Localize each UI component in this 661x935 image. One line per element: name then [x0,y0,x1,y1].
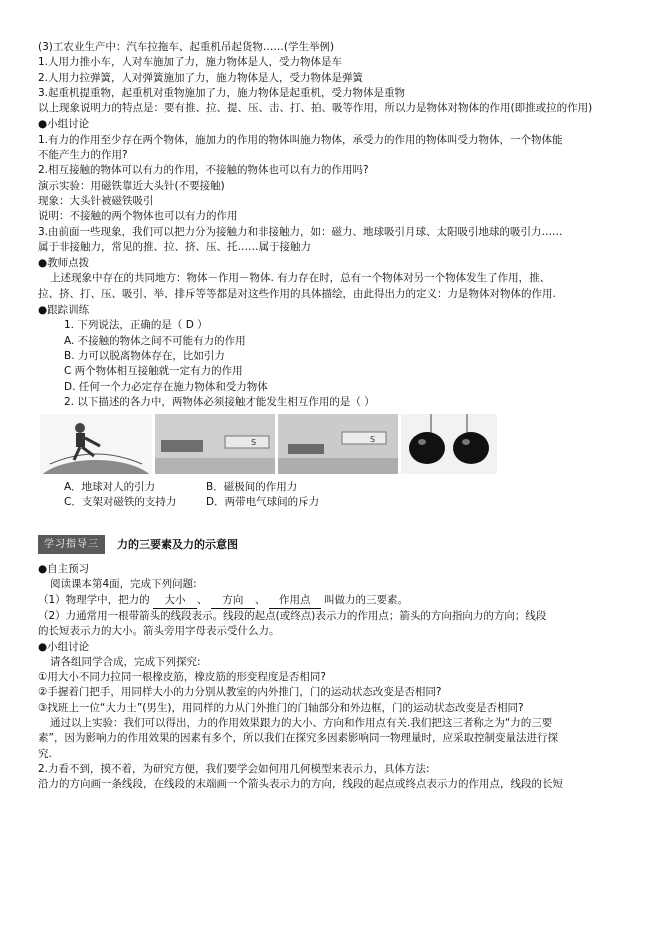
text-line: 不能产生力的作用? [38,149,128,162]
magnet-on-stand-image [278,414,398,474]
option-d: D．两带电气球间的斥力 [206,496,320,509]
question-2: 2. 以下描述的各力中，两物体必须接触才能发生相互作用的是（ ） [64,395,375,408]
option-d: D. 任何一个力必定存在施力物体和受力物体 [64,380,268,393]
text-fragment: （1）物理学中，把力的 [38,593,150,606]
text-line: 2.力看不到，摸不着，为研究方便，我们要学会如何用几何模型来表示力，具体方法: [38,762,430,775]
options-row-2 [38,495,624,510]
text-line: 1.人用力推小车，人对车施加了力，施力物体是人，受力物体是车 [38,56,343,69]
figure-row [40,414,624,474]
text-line: （2）力通常用一根带箭头的线段表示。线段的起点(或终点)表示力的作用点；箭头的方向指向力的方向；线段 [38,609,547,622]
text-line: 阅读课本第4面，完成下列问题: [50,578,197,591]
text-line: 3.由前面一些现象，我们可以把力分为接触力和非接触力，如：磁力、地球吸引月球、太阳吸引地球的吸引力…… [38,225,563,238]
text-line: 属于非接触力，常见的推、拉、挤、压、托……属于接触力 [38,240,311,253]
text-line: 拉、挤、打、压、吸引、举、排斥等等都是对这些作用的具体描绘，由此得出力的定义：力是物体对物体的作用. [38,287,556,300]
text-line: 究. [38,747,52,760]
answer-blank: 作用点 [269,593,321,609]
text-line: 素”，因为影响力的作用效果的因素有多个，所以我们在探究多因素影响同一物理量时，应采取控制变量法进行探 [38,732,558,745]
option-c: C．支架对磁铁的支持力 [64,496,177,509]
text-line: 上述现象中存在的共同地方：物体－作用－物体. 有力存在时，总有一个物体对另一个物体发生了作用，推、 [50,272,551,285]
person-on-earth-image [40,414,152,474]
section-heading: ●教师点拨 [38,257,90,270]
question-1: 1. 下列说法，正确的是（ D ） [64,319,208,332]
option-c: C 两个物体相互接触就一定有力的作用 [64,365,243,378]
text-line: ③找班上一位“大力士”(男生)，用同样的力从门外推门的门轴部分和外边框，门的运动状态改变是否相同? [38,701,524,714]
text-line: ①用大小不同力拉同一根橡皮筋，橡皮筋的形变程度是否相同? [38,671,326,684]
text-line: 1.有力的作用至少存在两个物体，施加力的作用的物体叫施力物体，承受力的作用的物体叫受力物体，一个物体能 [38,133,563,146]
option-a: A．地球对人的引力 [64,481,156,494]
text-line: 通过以上实验：我们可以得出，力的作用效果跟力的大小、方向和作用点有关.我们把这三者称之为“力的三要 [50,716,553,729]
text-line: 请各组同学合成，完成下列探究: [50,655,201,668]
guide-header [38,535,624,554]
magnet-poles-image [155,414,275,474]
option-a: A. 不接触的物体之间不可能有力的作用 [64,334,246,347]
charged-balloons-image [401,414,497,474]
text-line: 2.人用力拉弹簧，人对弹簧施加了力，施力物体是人，受力物体是弹簧 [38,71,364,84]
section-heading: ●跟踪训练 [38,304,90,317]
guide-tag: 学习指导三 [38,535,105,554]
magnet-pole-label: S [370,435,376,445]
text-line: 说明：不接触的两个物体也可以有力的作用 [38,210,238,223]
answer-blank: 方向 [211,593,255,609]
text-line: 2.相互接触的物体可以有力的作用，不接触的物体也可以有力的作用吗? [38,164,369,177]
section-heading: ●小组讨论 [38,640,90,653]
magnet-pole-label: S [251,438,257,448]
text-fragment: 叫做力的三要素。 [324,593,409,606]
text-line: ②手握着门把手，用同样大小的力分别从教室的内外推门，门的运动状态改变是否相同? [38,686,442,699]
text-line: (3)工农业生产中：汽车拉拖车、起重机吊起货物……(学生举例) [38,41,335,53]
text-line: 3.起重机提重物，起重机对重物施加了力，施力物体是起重机，受力物体是重物 [38,86,406,99]
option-b: B．磁极间的作用力 [206,481,298,494]
text-line: 演示实验：用磁铁靠近大头针(不要接触) [38,179,225,192]
text-line: 现象：大头针被磁铁吸引 [38,194,154,207]
document-page [38,40,624,792]
text-line: 的长短表示力的大小。箭头旁用字母表示受什么力。 [38,625,280,638]
fill-in-line: （1）物理学中，把力的 大小 、 方向 、 作用点 叫做力的三要素。 [38,593,624,609]
text-line: 沿力的方向画一条线段，在线段的末端画一个箭头表示力的方向，线段的起点或终点表示力的作用点，线段的长短 [38,778,563,791]
section-heading: ●小组讨论 [38,118,90,131]
text-paragraph: 以上现象说明力的特点是：要有推、拉、提、压、击、打、拍、吸等作用，所以力是物体对物体的作用(即推或拉的作用) [38,102,593,115]
option-b: B. 力可以脱离物体存在，比如引力 [64,349,225,362]
answer-blank: 大小 [153,593,197,609]
section-heading: ●自主预习 [38,563,90,576]
guide-title: 力的三要素及力的示意图 [117,537,238,551]
options-row-1 [38,480,624,495]
